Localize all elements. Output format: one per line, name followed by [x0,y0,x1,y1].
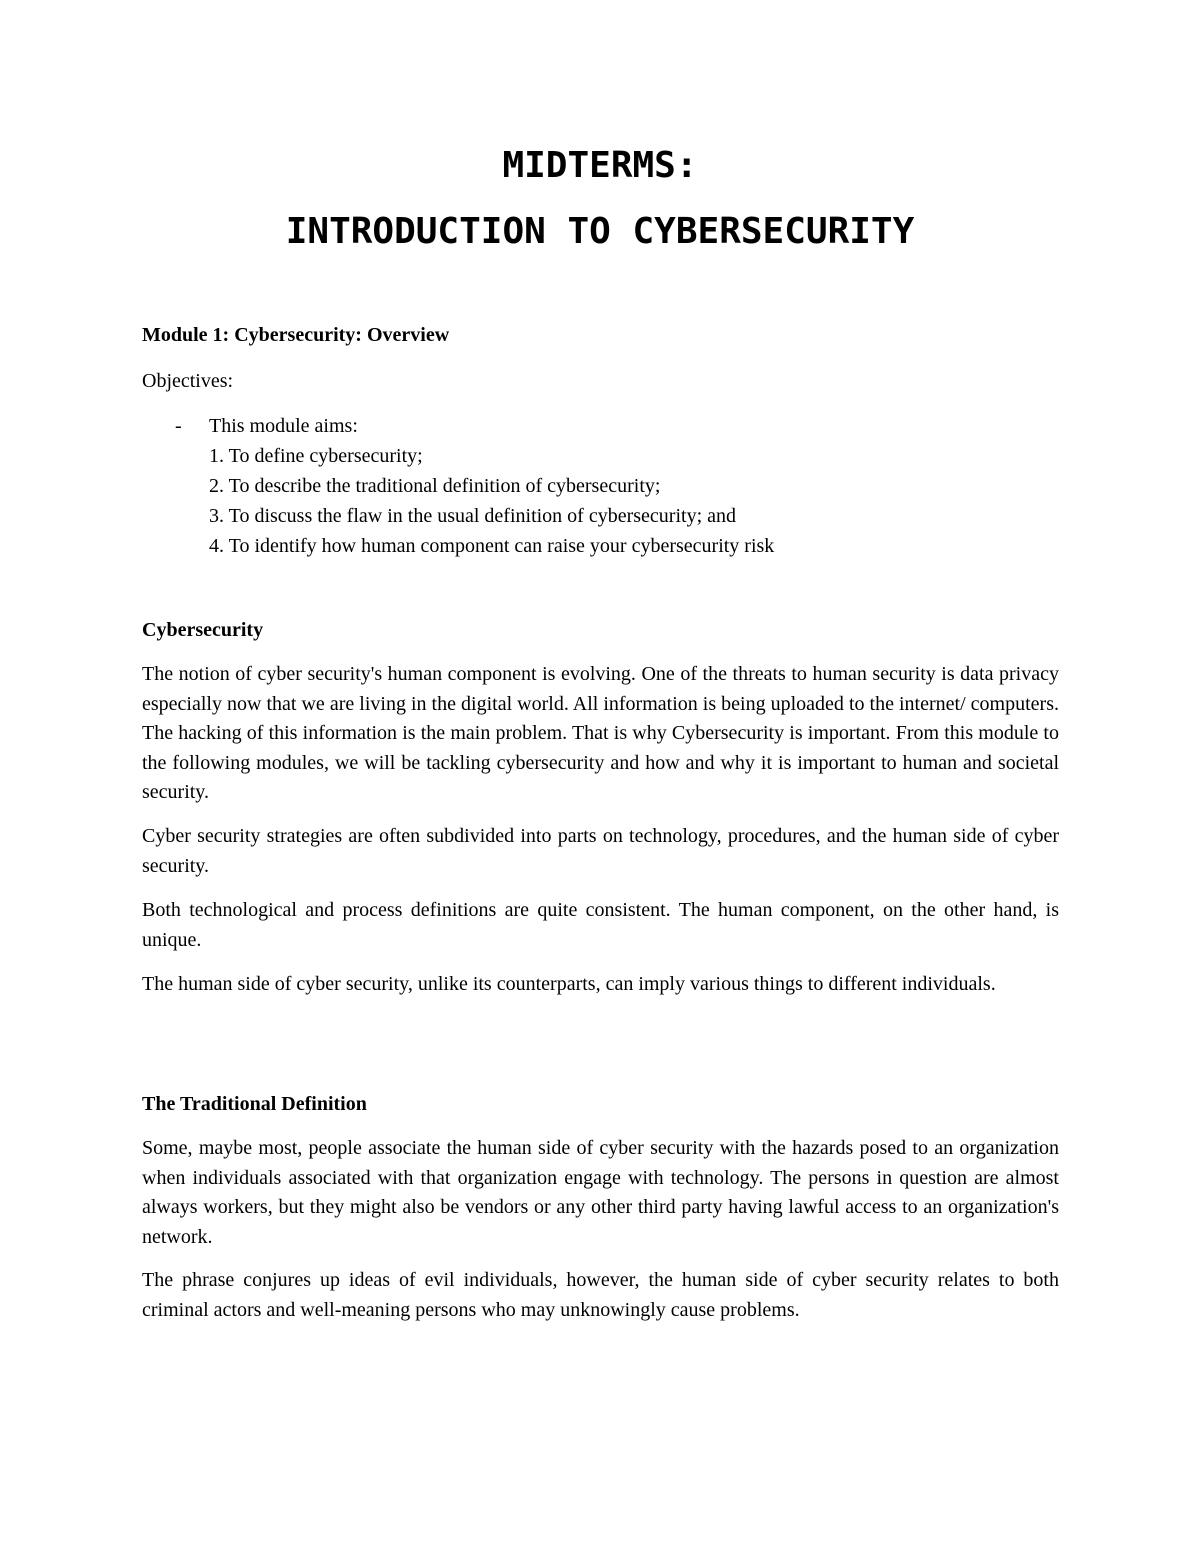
dash-bullet: - [175,415,182,437]
aims-intro: This module aims: [209,415,358,437]
traditional-paragraph-1: Some, maybe most, people associate the human side of cyber security with the hazards posed to an organization when individuals associated with that organization engage with technology. The persons in question are almost always workers, but they might also be vendors or any other third party having lawful access to an organization's network. [142,1137,1059,1248]
module-heading: Module 1: Cybersecurity: Overview [142,324,450,346]
objective-item: 4. To identify how human component can raise your cybersecurity risk [209,535,775,557]
aims-bullet [175,411,358,441]
objectives-label: Objectives: [142,370,234,392]
objective-item: 2. To describe the traditional definition of cybersecurity; [209,475,661,497]
cybersecurity-paragraph-2: Cyber security strategies are often subdivided into parts on technology, procedures, and the human side of cyber security. [142,825,1059,877]
cybersecurity-paragraph-1: The notion of cyber security's human component is evolving. One of the threats to human security is data privacy especially now that we are living in the digital world. All information is being uploaded to the internet/ computers. The hacking of this information is the main problem. That is why Cybersecurity is important. From this module to the following modules, we will be tackling cybersecurity and how and why it is important to human and societal security. [142,663,1059,803]
document-title-line-1: MIDTERMS: [502,145,698,186]
traditional-definition-heading: The Traditional Definition [142,1093,367,1115]
document-title-line-2: INTRODUCTION TO CYBERSECURITY [285,211,915,252]
objective-item: 1. To define cybersecurity; [209,445,423,467]
objective-item: 3. To discuss the flaw in the usual definition of cybersecurity; and [209,505,737,527]
cybersecurity-paragraph-4: The human side of cyber security, unlike its counterparts, can imply various things to different individuals. [142,973,996,995]
cybersecurity-heading: Cybersecurity [142,619,264,641]
objectives-list [209,441,774,561]
cybersecurity-paragraph-3: Both technological and process definitions are quite consistent. The human component, on the other hand, is unique. [142,899,1059,951]
traditional-paragraph-2: The phrase conjures up ideas of evil individuals, however, the human side of cyber security relates to both criminal actors and well-meaning persons who may unknowingly cause problems. [142,1269,1059,1321]
